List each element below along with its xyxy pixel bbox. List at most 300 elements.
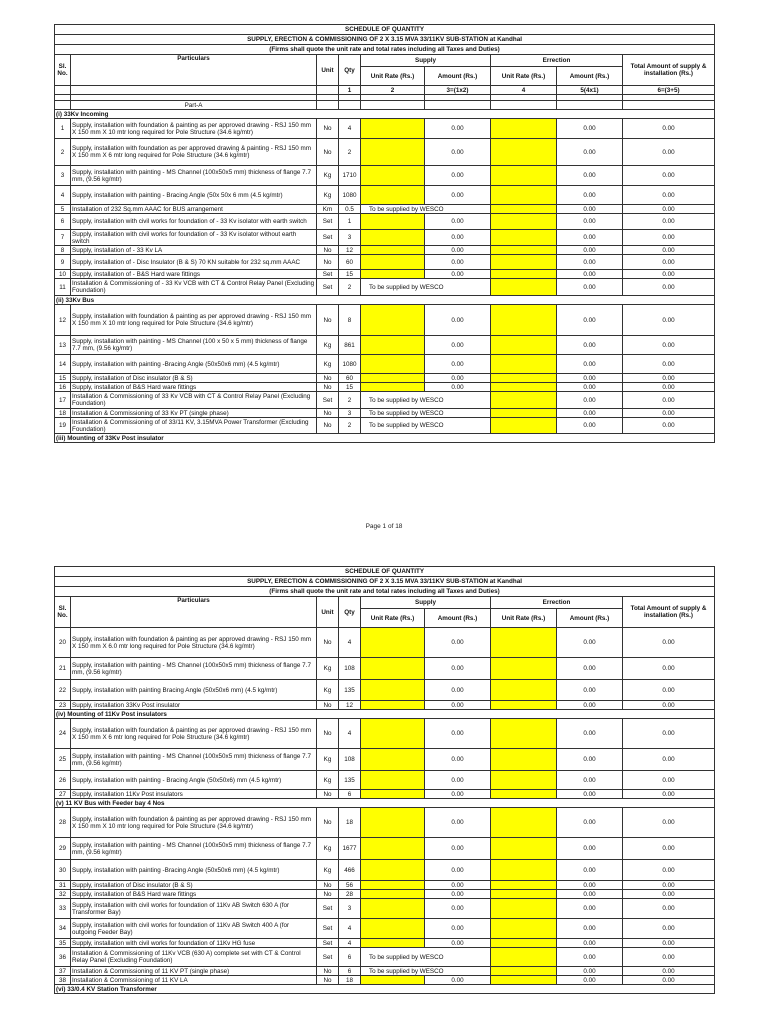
table-row (55, 948, 715, 967)
sl-no: 34 (55, 919, 71, 939)
erection-amount: 0.00 (557, 628, 623, 658)
erection-unit-rate-input[interactable] (491, 383, 557, 392)
supply-unit-rate-input[interactable] (361, 166, 425, 186)
total-amount: 0.00 (623, 383, 715, 392)
erection-unit-rate-input[interactable] (491, 701, 557, 710)
col-supply: Supply (361, 55, 491, 67)
total-amount: 0.00 (623, 255, 715, 270)
erection-unit-rate-input[interactable] (491, 139, 557, 166)
col-unit: Unit (317, 55, 339, 86)
page-2 (54, 566, 714, 994)
unit: Kg (317, 186, 339, 205)
erection-amount: 0.00 (557, 270, 623, 279)
unit: Kg (317, 771, 339, 790)
erection-unit-rate-input[interactable] (491, 749, 557, 771)
total-amount: 0.00 (623, 790, 715, 799)
supply-note: To be supplied by WESCO (361, 392, 491, 409)
sl-no: 5 (55, 205, 71, 214)
erection-unit-rate-input[interactable] (491, 392, 557, 409)
col-total: Total Amount of supply & installation (Rs.) (623, 55, 715, 86)
supply-amount: 0.00 (425, 270, 491, 279)
erection-amount: 0.00 (557, 392, 623, 409)
col-total: Total Amount of supply & installation (Rs.) (623, 597, 715, 628)
supply-amount: 0.00 (425, 771, 491, 790)
supply-unit-rate-input[interactable] (361, 680, 425, 701)
erection-unit-rate-input[interactable] (491, 939, 557, 948)
erection-unit-rate-input[interactable] (491, 336, 557, 355)
table-row (55, 881, 715, 890)
supply-unit-rate-input[interactable] (361, 838, 425, 860)
erection-amount: 0.00 (557, 881, 623, 890)
supply-unit-rate-input[interactable] (361, 719, 425, 749)
qty: 4 (339, 719, 361, 749)
supply-unit-rate-input[interactable] (361, 255, 425, 270)
erection-unit-rate-input[interactable] (491, 967, 557, 976)
supply-amount: 0.00 (425, 628, 491, 658)
particulars: Supply, installation of B&S Hard ware fittings (71, 383, 317, 392)
qty: 4 (339, 939, 361, 948)
supply-unit-rate-input[interactable] (361, 246, 425, 255)
table-row (55, 409, 715, 418)
sl-no: 15 (55, 374, 71, 383)
particulars: Supply, installation with civil works for foundation of 11Kv AB Switch 630 A (for Transformer Bay) (71, 899, 317, 919)
sl-no: 11 (55, 279, 71, 296)
particulars: Supply, installation 33Kv Post insulator (71, 701, 317, 710)
supply-unit-rate-input[interactable] (361, 355, 425, 374)
erection-amount: 0.00 (557, 790, 623, 799)
table-row (55, 771, 715, 790)
supply-unit-rate-input[interactable] (361, 139, 425, 166)
sl-no: 27 (55, 790, 71, 799)
supply-amount: 0.00 (425, 658, 491, 680)
unit: No (317, 719, 339, 749)
erection-unit-rate-input[interactable] (491, 680, 557, 701)
erection-unit-rate-input[interactable] (491, 881, 557, 890)
supply-unit-rate-input[interactable] (361, 658, 425, 680)
erection-amount: 0.00 (557, 418, 623, 434)
table-row (55, 119, 715, 139)
erection-amount: 0.00 (557, 680, 623, 701)
total-amount: 0.00 (623, 860, 715, 881)
page-1 (54, 24, 714, 443)
erection-unit-rate-input[interactable] (491, 246, 557, 255)
supply-unit-rate-input[interactable] (361, 230, 425, 246)
total-amount: 0.00 (623, 305, 715, 336)
table-header (55, 25, 715, 110)
total-amount: 0.00 (623, 139, 715, 166)
sl-no: 21 (55, 658, 71, 680)
total-amount: 0.00 (623, 214, 715, 230)
supply-note: To be supplied by WESCO (361, 409, 491, 418)
total-amount: 0.00 (623, 838, 715, 860)
total-amount: 0.00 (623, 392, 715, 409)
particulars: Supply, installation with painting -Bracing Angle (50x50x6 mm) (4.5 kg/mtr) (71, 860, 317, 881)
total-amount: 0.00 (623, 890, 715, 899)
section-row (55, 434, 715, 443)
particulars: Supply, installation with foundation & painting as per approved drawing - RSJ 150 mm X 150 mm X 10 mtr long required for Pole Structure (34.6 kg/mtr) (71, 808, 317, 838)
erection-unit-rate-input[interactable] (491, 919, 557, 939)
particulars: Installation & Commissioning of 11 KV PT (single phase) (71, 967, 317, 976)
col-erection-unit-rate: Unit Rate (Rs.) (491, 609, 557, 628)
index-cell: 1 (339, 86, 361, 95)
col-particulars: Particulars (71, 597, 317, 628)
particulars: Supply, installation of - 33 Kv LA (71, 246, 317, 255)
supply-unit-rate-input[interactable] (361, 628, 425, 658)
total-amount: 0.00 (623, 976, 715, 985)
qty: 4 (339, 119, 361, 139)
table-body-page-2 (55, 628, 715, 994)
erection-unit-rate-input[interactable] (491, 860, 557, 881)
erection-amount: 0.00 (557, 374, 623, 383)
index-cell: 2 (361, 86, 425, 95)
erection-amount: 0.00 (557, 214, 623, 230)
total-amount: 0.00 (623, 628, 715, 658)
section-label: (v) 11 KV Bus with Feeder bay 4 Nos (55, 799, 715, 808)
particulars: Supply, installation with painting - Bracing Angle (50x 50x 6 mm (4.5 kg/mtr) (71, 186, 317, 205)
supply-unit-rate-input[interactable] (361, 881, 425, 890)
erection-unit-rate-input[interactable] (491, 790, 557, 799)
index-cell: 4 (491, 86, 557, 95)
supply-unit-rate-input[interactable] (361, 860, 425, 881)
qty: 3 (339, 230, 361, 246)
section-label: (iii) Mounting of 33Kv Post insulator (55, 434, 715, 443)
erection-unit-rate-input[interactable] (491, 658, 557, 680)
erection-unit-rate-input[interactable] (491, 418, 557, 434)
table-row (55, 860, 715, 881)
section-row (55, 985, 715, 994)
particulars: Installation & Commissioning of 11Kv VCB (630 A) complete set with CT & Control Relay Panel (Excluding Foundation) (71, 948, 317, 967)
qty: 2 (339, 418, 361, 434)
total-amount: 0.00 (623, 658, 715, 680)
qty: 2 (339, 392, 361, 409)
section-label: (vi) 33/0.4 KV Station Transformer (55, 985, 715, 994)
sl-no: 23 (55, 701, 71, 710)
particulars: Supply, installation with painting - MS Channel (100x50x5 mm) thickness of flange 7.7 mm, (9.56 kg/mtr) (71, 658, 317, 680)
unit: No (317, 305, 339, 336)
sl-no: 14 (55, 355, 71, 374)
col-erection-amount: Amount (Rs.) (557, 609, 623, 628)
total-amount: 0.00 (623, 881, 715, 890)
unit: Set (317, 279, 339, 296)
particulars: Supply, installation with civil works for foundation of - 33 Kv isolator without earth switch (71, 230, 317, 246)
total-amount: 0.00 (623, 967, 715, 976)
erection-amount: 0.00 (557, 658, 623, 680)
erection-unit-rate-input[interactable] (491, 771, 557, 790)
particulars: Installation & Commissioning of - 33 Kv VCB with CT & Control Relay Panel (Excluding Foundation) (71, 279, 317, 296)
unit: No (317, 881, 339, 890)
erection-unit-rate-input[interactable] (491, 186, 557, 205)
erection-amount: 0.00 (557, 255, 623, 270)
particulars: Installation of 232 Sq.mm AAAC for BUS arrangement (71, 205, 317, 214)
erection-amount: 0.00 (557, 899, 623, 919)
erection-unit-rate-input[interactable] (491, 355, 557, 374)
unit: Kg (317, 680, 339, 701)
supply-amount: 0.00 (425, 139, 491, 166)
erection-unit-rate-input[interactable] (491, 948, 557, 967)
supply-amount: 0.00 (425, 939, 491, 948)
erection-unit-rate-input[interactable] (491, 409, 557, 418)
table-row (55, 680, 715, 701)
supply-unit-rate-input[interactable] (361, 214, 425, 230)
unit: No (317, 383, 339, 392)
supply-unit-rate-input[interactable] (361, 890, 425, 899)
supply-amount: 0.00 (425, 374, 491, 383)
particulars: Installation & Commissioning of 33 Kv PT (single phase) (71, 409, 317, 418)
supply-unit-rate-input[interactable] (361, 976, 425, 985)
supply-unit-rate-input[interactable] (361, 186, 425, 205)
supply-unit-rate-input[interactable] (361, 701, 425, 710)
col-erection-unit-rate: Unit Rate (Rs.) (491, 67, 557, 86)
unit: Kg (317, 838, 339, 860)
col-erection: Errection (491, 597, 623, 609)
sl-no: 19 (55, 418, 71, 434)
col-supply-unit-rate: Unit Rate (Rs.) (361, 67, 425, 86)
supply-unit-rate-input[interactable] (361, 939, 425, 948)
doc-subtitle: SUPPLY, ERECTION & COMMISSIONING OF 2 X 3.15 MVA 33/11KV SUB-STATION at Kandhal (55, 35, 715, 45)
particulars: Supply, installation with painting -Bracing Angle (50x50x6 mm) (4.5 kg/mtr) (71, 355, 317, 374)
erection-unit-rate-input[interactable] (491, 374, 557, 383)
total-amount: 0.00 (623, 771, 715, 790)
unit: Kg (317, 355, 339, 374)
erection-amount: 0.00 (557, 976, 623, 985)
total-amount: 0.00 (623, 418, 715, 434)
unit: No (317, 418, 339, 434)
part-row (55, 101, 715, 110)
table-row (55, 383, 715, 392)
unit: Set (317, 919, 339, 939)
qty: 135 (339, 680, 361, 701)
total-amount: 0.00 (623, 119, 715, 139)
sl-no: 20 (55, 628, 71, 658)
col-supply-amount: Amount (Rs.) (425, 67, 491, 86)
particulars: Supply, installation with painting Bracing Angle (50x50x6 mm) (4.5 kg/mtr) (71, 680, 317, 701)
erection-amount: 0.00 (557, 771, 623, 790)
erection-unit-rate-input[interactable] (491, 838, 557, 860)
supply-amount: 0.00 (425, 701, 491, 710)
table-row (55, 374, 715, 383)
unit: No (317, 890, 339, 899)
erection-unit-rate-input[interactable] (491, 270, 557, 279)
particulars: Supply, installation of Disc insulator (B & S) (71, 374, 317, 383)
erection-amount: 0.00 (557, 967, 623, 976)
unit: No (317, 967, 339, 976)
unit: Kg (317, 658, 339, 680)
erection-amount: 0.00 (557, 139, 623, 166)
supply-amount: 0.00 (425, 355, 491, 374)
erection-unit-rate-input[interactable] (491, 628, 557, 658)
sl-no: 30 (55, 860, 71, 881)
erection-unit-rate-input[interactable] (491, 214, 557, 230)
supply-amount: 0.00 (425, 255, 491, 270)
particulars: Supply, installation 11Kv Post insulators (71, 790, 317, 799)
unit: No (317, 409, 339, 418)
doc-note: (Firms shall quote the unit rate and total rates including all Taxes and Duties) (55, 587, 715, 597)
table-row (55, 701, 715, 710)
sl-no: 25 (55, 749, 71, 771)
erection-amount: 0.00 (557, 948, 623, 967)
sl-no: 3 (55, 166, 71, 186)
sl-no: 2 (55, 139, 71, 166)
table-row (55, 790, 715, 799)
col-qty: Qty (339, 55, 361, 86)
total-amount: 0.00 (623, 701, 715, 710)
section-row (55, 296, 715, 305)
supply-unit-rate-input[interactable] (361, 899, 425, 919)
supply-amount: 0.00 (425, 808, 491, 838)
particulars: Supply, installation with civil works for foundation of - 33 Kv isolator with earth switch (71, 214, 317, 230)
unit: Set (317, 899, 339, 919)
doc-title: SCHEDULE OF QUANTITY (55, 25, 715, 35)
sl-no: 38 (55, 976, 71, 985)
sl-no: 31 (55, 881, 71, 890)
erection-unit-rate-input[interactable] (491, 205, 557, 214)
table-row (55, 246, 715, 255)
erection-unit-rate-input[interactable] (491, 166, 557, 186)
particulars: Supply, installation of B&S Hard ware fittings (71, 890, 317, 899)
part-label: Part-A (71, 101, 317, 110)
table-row (55, 967, 715, 976)
sl-no: 26 (55, 771, 71, 790)
unit: Kg (317, 336, 339, 355)
erection-amount: 0.00 (557, 890, 623, 899)
doc-subtitle: SUPPLY, ERECTION & COMMISSIONING OF 2 X 3.15 MVA 33/11KV SUB-STATION at Kandhal (55, 577, 715, 587)
qty: 56 (339, 881, 361, 890)
erection-unit-rate-input[interactable] (491, 279, 557, 296)
schedule-table-page-2 (54, 566, 715, 994)
unit: Set (317, 939, 339, 948)
qty: 15 (339, 270, 361, 279)
col-particulars: Particulars (71, 55, 317, 86)
section-row (55, 710, 715, 719)
unit: Set (317, 214, 339, 230)
supply-note: To be supplied by WESCO (361, 418, 491, 434)
qty: 3 (339, 409, 361, 418)
erection-unit-rate-input[interactable] (491, 255, 557, 270)
unit: Set (317, 230, 339, 246)
qty: 0.5 (339, 205, 361, 214)
table-row (55, 355, 715, 374)
total-amount: 0.00 (623, 246, 715, 255)
particulars: Supply, installation of - B&S Hard ware fittings (71, 270, 317, 279)
qty: 8 (339, 305, 361, 336)
supply-unit-rate-input[interactable] (361, 771, 425, 790)
unit: No (317, 374, 339, 383)
supply-amount: 0.00 (425, 790, 491, 799)
col-erection-amount: Amount (Rs.) (557, 67, 623, 86)
qty: 60 (339, 255, 361, 270)
supply-unit-rate-input[interactable] (361, 270, 425, 279)
sl-no: 6 (55, 214, 71, 230)
section-row (55, 799, 715, 808)
total-amount: 0.00 (623, 808, 715, 838)
table-row (55, 418, 715, 434)
qty: 28 (339, 890, 361, 899)
qty: 18 (339, 808, 361, 838)
supply-amount: 0.00 (425, 166, 491, 186)
unit: Set (317, 270, 339, 279)
supply-amount: 0.00 (425, 976, 491, 985)
table-header (55, 567, 715, 628)
unit: No (317, 119, 339, 139)
total-amount: 0.00 (623, 680, 715, 701)
erection-unit-rate-input[interactable] (491, 230, 557, 246)
sl-no: 4 (55, 186, 71, 205)
total-amount: 0.00 (623, 336, 715, 355)
erection-amount: 0.00 (557, 860, 623, 881)
erection-amount: 0.00 (557, 205, 623, 214)
table-row (55, 139, 715, 166)
sl-no: 36 (55, 948, 71, 967)
erection-amount: 0.00 (557, 383, 623, 392)
erection-unit-rate-input[interactable] (491, 890, 557, 899)
erection-unit-rate-input[interactable] (491, 119, 557, 139)
sl-no: 13 (55, 336, 71, 355)
particulars: Supply, installation with painting - Bracing Angle (50x50x6) mm (4.5 kg/mtr) (71, 771, 317, 790)
qty: 15 (339, 383, 361, 392)
supply-unit-rate-input[interactable] (361, 336, 425, 355)
particulars: Supply, installation with civil works for foundation of 11Kv AB Switch 400 A (for outgoing Feeder Bay) (71, 919, 317, 939)
supply-unit-rate-input[interactable] (361, 119, 425, 139)
supply-unit-rate-input[interactable] (361, 305, 425, 336)
table-body-page-1 (55, 110, 715, 443)
total-amount: 0.00 (623, 948, 715, 967)
table-row (55, 890, 715, 899)
erection-unit-rate-input[interactable] (491, 976, 557, 985)
particulars: Supply, installation with foundation as per approved drawing & painting - RSJ 150 mm X 150 mm X 6 mtr long required for Pole Structure (34.6 kg/mtr) (71, 139, 317, 166)
erection-amount: 0.00 (557, 719, 623, 749)
supply-note: To be supplied by WESCO (361, 967, 491, 976)
section-label: (i) 33Kv Incoming (55, 110, 715, 119)
supply-amount: 0.00 (425, 383, 491, 392)
erection-unit-rate-input[interactable] (491, 719, 557, 749)
erection-unit-rate-input[interactable] (491, 305, 557, 336)
total-amount: 0.00 (623, 719, 715, 749)
supply-unit-rate-input[interactable] (361, 374, 425, 383)
qty: 108 (339, 749, 361, 771)
particulars: Supply, installation with foundation & painting as per approved drawing - RSJ 150 mm X 150 mm X 6.0 mtr long required for Pole Structure (34.6 kg/mtr) (71, 628, 317, 658)
particulars: Installation & Commissioning of 11 KV LA (71, 976, 317, 985)
total-amount: 0.00 (623, 270, 715, 279)
unit: No (317, 976, 339, 985)
supply-unit-rate-input[interactable] (361, 919, 425, 939)
supply-unit-rate-input[interactable] (361, 808, 425, 838)
erection-amount: 0.00 (557, 838, 623, 860)
supply-unit-rate-input[interactable] (361, 383, 425, 392)
supply-unit-rate-input[interactable] (361, 749, 425, 771)
erection-unit-rate-input[interactable] (491, 899, 557, 919)
table-row (55, 976, 715, 985)
qty: 60 (339, 374, 361, 383)
qty: 2 (339, 139, 361, 166)
supply-amount: 0.00 (425, 230, 491, 246)
erection-unit-rate-input[interactable] (491, 808, 557, 838)
supply-amount: 0.00 (425, 919, 491, 939)
unit: Kg (317, 166, 339, 186)
erection-amount: 0.00 (557, 246, 623, 255)
total-amount: 0.00 (623, 899, 715, 919)
sl-no: 7 (55, 230, 71, 246)
total-amount: 0.00 (623, 749, 715, 771)
table-row (55, 305, 715, 336)
supply-unit-rate-input[interactable] (361, 790, 425, 799)
sl-no: 18 (55, 409, 71, 418)
table-row (55, 719, 715, 749)
table-row (55, 336, 715, 355)
supply-amount: 0.00 (425, 838, 491, 860)
total-amount: 0.00 (623, 205, 715, 214)
supply-amount: 0.00 (425, 214, 491, 230)
supply-amount: 0.00 (425, 860, 491, 881)
